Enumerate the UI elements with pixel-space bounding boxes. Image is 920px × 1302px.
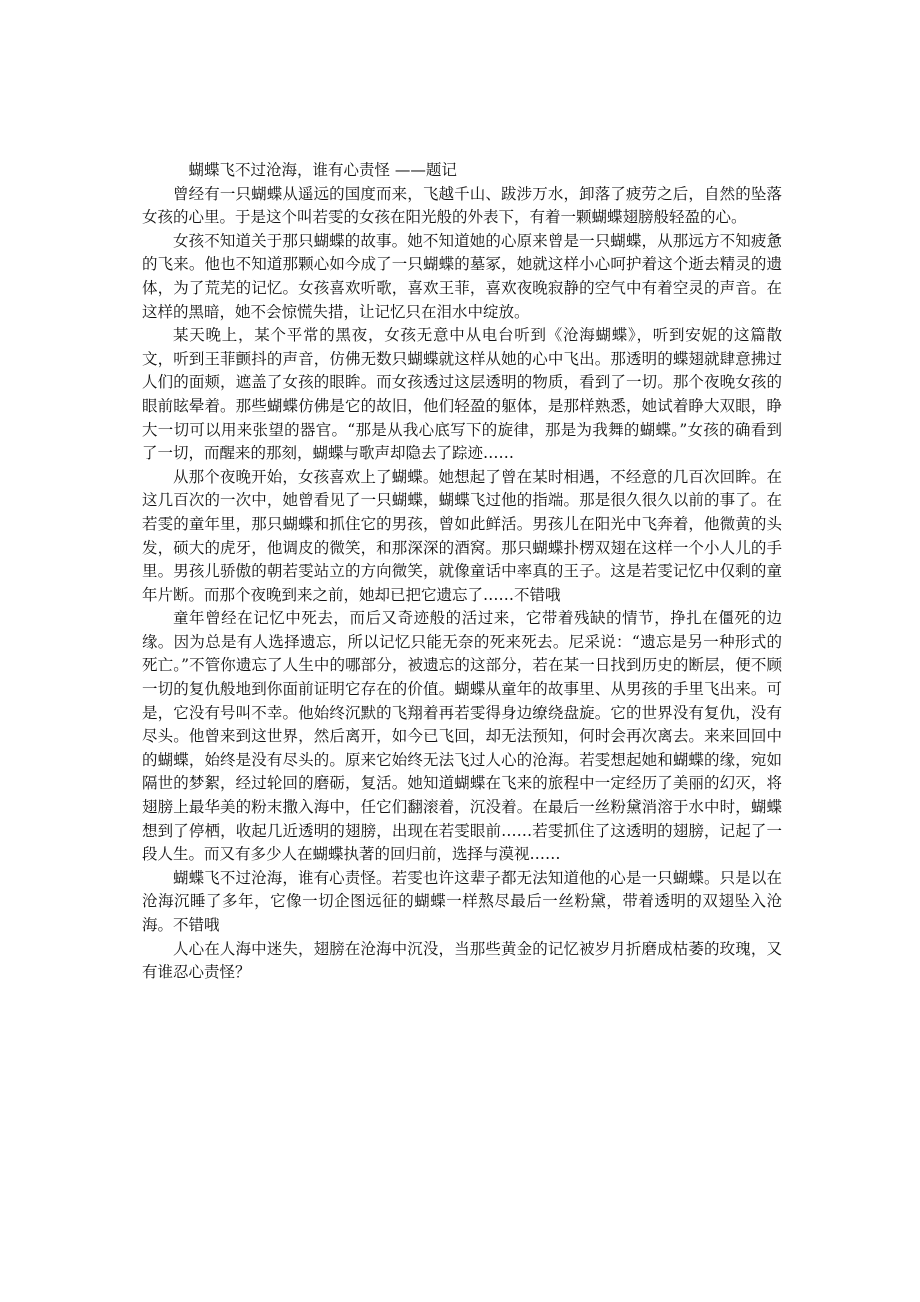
paragraph-4: 从那个夜晚开始，女孩喜欢上了蝴蝶。她想起了曾在某时相遇，不经意的几百次回眸。在这几百次的一次中，她曾看见了一只蝴蝶，蝴蝶飞过他的指端。那是很久很久以前的事了。在若雯的童年里，那只蝴蝶和抓住它的男孩，曾如此鲜活。男孩儿在阳光中飞奔着，他微黄的头发，硕大的虎牙，他调皮的微笑，和那深深的酒窝。那只蝴蝶扑楞双翅在这样一个小人儿的手里。男孩儿骄傲的朝若雯站立的方向微笑，就像童话中率真的王子。这是若雯记忆中仅剩的童年片断。而那个夜晚到来之前，她却已把它遗忘了……不错哦	[142, 467, 782, 604]
paragraph-3: 某天晚上，某个平常的黑夜，女孩无意中从电台听到《沧海蝴蝶》，听到安妮的这篇散文，听到王菲颤抖的声音，仿佛无数只蝴蝶就这样从她的心中飞出。那透明的蝶翅就肆意拂过人们的面颊，遮盖了女孩的眼眸。而女孩透过这层透明的物质，看到了一切。那个夜晚女孩的眼前眩晕着。那些蝴蝶仿佛是它的故旧，他们轻盈的躯体，是那样熟悉，她试着睁大双眼，睁大一切可以用来张望的器官。“那是从我心底写下的旋律，那是为我舞的蝴蝶。”女孩的确看到了一切，而醒来的那刻，蝴蝶与歌声却隐去了踪迹……	[142, 326, 782, 463]
paragraph-6: 蝴蝶飞不过沧海，谁有心责怪。若雯也许这辈子都无法知道他的心是一只蝴蝶。只是以在沧海沉睡了多年，它像一切企图远征的蝴蝶一样熬尽最后一丝粉黛，带着透明的双翅坠入沧海。不错哦	[142, 868, 782, 934]
document-body	[142, 159, 782, 985]
document-title: 蝴蝶飞不过沧海，谁有心责怪 ——题记	[188, 161, 457, 179]
paragraph-7: 人心在人海中迷失，翅膀在沧海中沉没，当那些黄金的记忆被岁月折磨成枯萎的玫瑰，又有谁忍心责怪？	[142, 939, 782, 982]
paragraph-1: 曾经有一只蝴蝶从遥远的国度而来，飞越千山、跋涉万水，卸落了疲劳之后，自然的坠落女孩的心里。于是这个叫若雯的女孩在阳光般的外表下，有着一颗蝴蝶翅膀般轻盈的心。	[142, 184, 782, 227]
paragraph-5: 童年曾经在记忆中死去，而后又奇迹般的活过来，它带着残缺的情节，挣扎在僵死的边缘。因为总是有人选择遗忘，所以记忆只能无奈的死来死去。尼采说：“遗忘是另一种形式的死亡。”不管你遗忘了人生中的哪部分，被遗忘的这部分，若在某一日找到历史的断层，便不顾一切的复仇般地到你面前证明它存在的价值。蝴蝶从童年的故事里、从男孩的手里飞出来。可是，它没有号叫不幸。他始终沉默的飞翔着再若雯得身边缭绕盘旋。它的世界没有复仇，没有尽头。他曾来到这世界，然后离开，如今已飞回，却无法预知，何时会再次离去。来来回回中的蝴蝶，始终是没有尽头的。原来它始终无法飞过人心的沧海。若雯想起她和蝴蝶的缘，宛如隔世的梦絮，经过轮回的磨砺，复活。她知道蝴蝶在飞来的旅程中一定经历了美丽的幻灭，将翅膀上最华美的粉末撒入海中，任它们翻滚着，沉没着。在最后一丝粉黛消溶于水中时，蝴蝶想到了停栖，收起几近透明的翅膀，出现在若雯眼前……若雯抓住了这透明的翅膀，记起了一段人生。而又有多少人在蝴蝶执著的回归前，选择与漠视……	[142, 609, 782, 864]
paragraph-2: 女孩不知道关于那只蝴蝶的故事。她不知道她的心原来曾是一只蝴蝶，从那远方不知疲惫的飞来。他也不知道那颗心如今成了一只蝴蝶的墓冢，她就这样小心呵护着这个逝去精灵的遗体，为了荒芜的记忆。女孩喜欢听歌，喜欢王菲，喜欢夜晚寂静的空气中有着空灵的声音。在这样的黑暗，她不会惊慌失措，让记忆只在泪水中绽放。	[142, 231, 782, 321]
